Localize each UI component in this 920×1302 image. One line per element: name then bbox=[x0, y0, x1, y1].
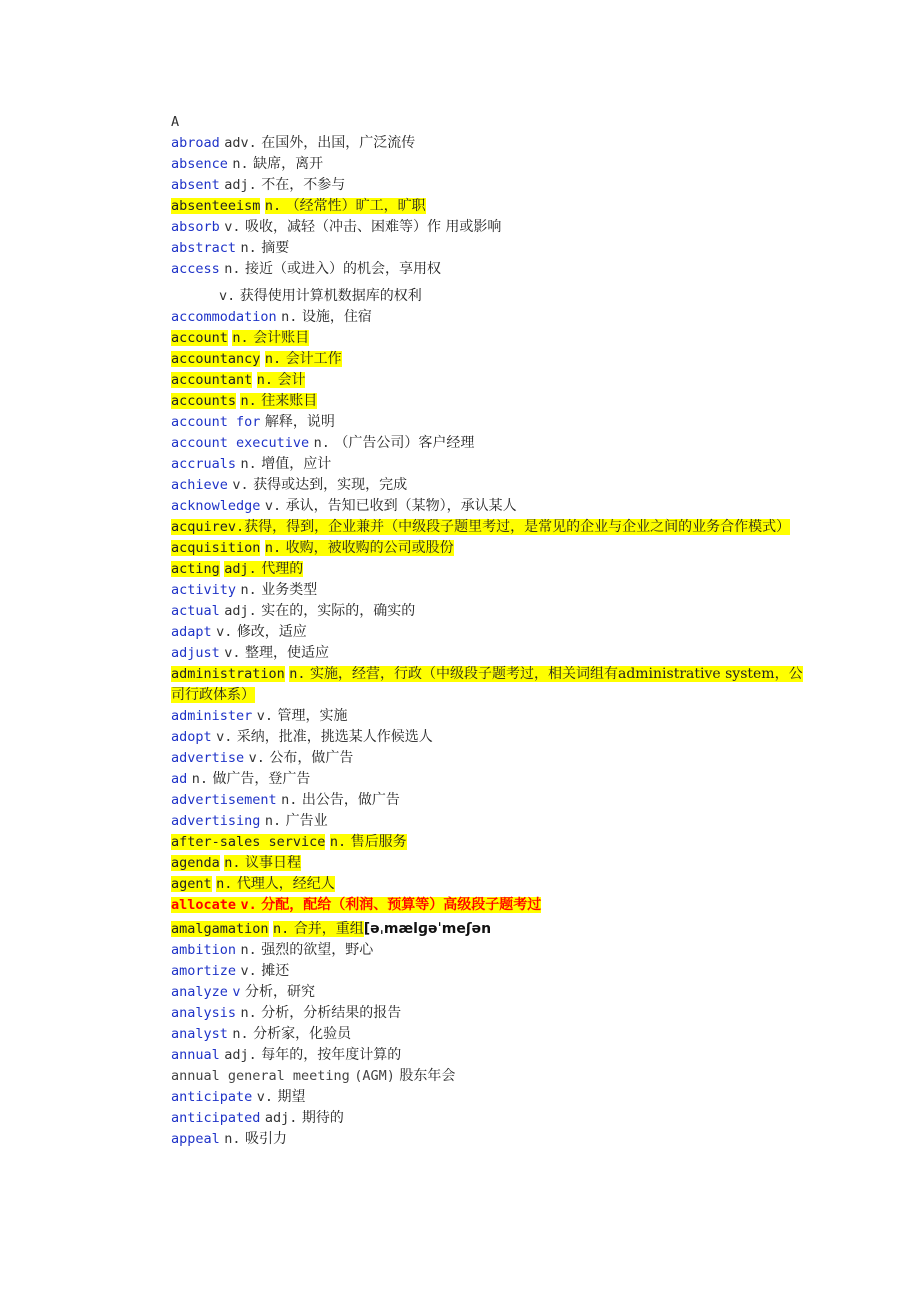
definition: 吸引力 bbox=[244, 1131, 287, 1147]
part-of-speech: n. bbox=[281, 792, 298, 808]
part-of-speech: n. bbox=[224, 855, 241, 871]
part-of-speech: v. bbox=[219, 288, 236, 304]
definition: 缺席，离开 bbox=[253, 156, 324, 172]
entry-ambition bbox=[171, 940, 811, 961]
term: accommodation bbox=[171, 309, 277, 325]
term: after-sales service bbox=[171, 834, 326, 850]
definition: 广告业 bbox=[285, 813, 328, 829]
entry-abroad bbox=[171, 133, 811, 154]
term: access bbox=[171, 261, 220, 277]
term: acquirev. bbox=[171, 519, 245, 535]
definition: 摊还 bbox=[261, 963, 290, 979]
part-of-speech: n. bbox=[232, 1026, 249, 1042]
entry-access-verb bbox=[171, 286, 811, 307]
entry-adapt bbox=[171, 622, 811, 643]
term: agent bbox=[171, 876, 212, 892]
definition: 在国外，出国，广泛流传 bbox=[261, 135, 416, 151]
part-of-speech: n. bbox=[264, 351, 282, 367]
part-of-speech: adj. bbox=[224, 561, 257, 577]
definition: 分析，研究 bbox=[244, 984, 315, 1000]
entry-account bbox=[171, 328, 811, 349]
entry-anticipated bbox=[171, 1108, 811, 1129]
entry-accountancy bbox=[171, 349, 811, 370]
part-of-speech: v. bbox=[232, 477, 249, 493]
definition: 代理的 bbox=[261, 561, 304, 577]
entry-absorb bbox=[171, 217, 811, 238]
term: acting bbox=[171, 561, 220, 577]
definition: 会计 bbox=[277, 372, 306, 388]
term: activity bbox=[171, 582, 237, 598]
definition: 议事日程 bbox=[244, 855, 301, 871]
part-of-speech: v. bbox=[256, 708, 273, 724]
part-of-speech: n. bbox=[240, 1005, 257, 1021]
definition: 不在，不参与 bbox=[261, 177, 346, 193]
entry-acquire bbox=[171, 517, 811, 538]
term: acquisition bbox=[171, 540, 261, 556]
definition: （经常性）旷工，旷职 bbox=[285, 198, 426, 214]
entry-accounts bbox=[171, 391, 811, 412]
definition: 会计账目 bbox=[253, 330, 310, 346]
entry-ad bbox=[171, 769, 811, 790]
entry-amalgamation bbox=[171, 919, 811, 940]
entry-absenteeism bbox=[171, 196, 811, 217]
entry-account-executive bbox=[171, 433, 811, 454]
part-of-speech: n. bbox=[289, 666, 306, 682]
part-of-speech: n. bbox=[216, 876, 233, 892]
term: account for bbox=[171, 414, 261, 430]
entry-amortize bbox=[171, 961, 811, 982]
term: accruals bbox=[171, 456, 237, 472]
definition: 强烈的欲望，野心 bbox=[261, 942, 374, 958]
glossary-list bbox=[171, 112, 811, 1150]
part-of-speech: n. bbox=[313, 435, 330, 451]
definition: 售后服务 bbox=[350, 834, 407, 850]
part-of-speech: v. bbox=[240, 897, 257, 913]
entry-annual bbox=[171, 1045, 811, 1066]
definition: 实施，经营，行政（中级段子题考过，相关词组有administrative system，公司行政体系） bbox=[171, 666, 803, 703]
entry-advertisement bbox=[171, 790, 811, 811]
entry-acquisition bbox=[171, 538, 811, 559]
entry-activity bbox=[171, 580, 811, 601]
entry-analyze bbox=[171, 982, 811, 1003]
part-of-speech: adj. bbox=[224, 1047, 257, 1063]
phonetic: [əˌmælɡəˈmeʃən bbox=[363, 921, 492, 937]
term: administration bbox=[171, 666, 285, 682]
term: analysis bbox=[171, 1005, 237, 1021]
definition: 分析，分析结果的报告 bbox=[261, 1005, 402, 1021]
term: amortize bbox=[171, 963, 237, 979]
definition: 会计工作 bbox=[285, 351, 342, 367]
part-of-speech: adv. bbox=[224, 135, 257, 151]
term: allocate bbox=[171, 897, 237, 913]
term: analyst bbox=[171, 1026, 228, 1042]
definition: 吸收，减轻（冲击、困难等）作 用或影响 bbox=[244, 219, 502, 235]
entry-acting bbox=[171, 559, 811, 580]
term: administer bbox=[171, 708, 253, 724]
entry-accountant bbox=[171, 370, 811, 391]
part-of-speech: v. bbox=[264, 498, 282, 514]
entry-adjust bbox=[171, 643, 811, 664]
entry-accommodation bbox=[171, 307, 811, 328]
term: absence bbox=[171, 156, 228, 172]
part-of-speech: n. bbox=[240, 582, 257, 598]
part-of-speech: n. bbox=[232, 156, 249, 172]
term: appeal bbox=[171, 1131, 220, 1147]
definition: 做广告，登广告 bbox=[212, 771, 311, 787]
definition: 增值，应计 bbox=[261, 456, 332, 472]
part-of-speech: n. bbox=[264, 813, 282, 829]
part-of-speech: v bbox=[232, 984, 241, 1000]
term: achieve bbox=[171, 477, 228, 493]
part-of-speech: v. bbox=[240, 963, 257, 979]
definition: 每年的，按年度计算的 bbox=[261, 1047, 402, 1063]
part-of-speech: v. bbox=[224, 219, 241, 235]
definition: 收购，被收购的公司或股份 bbox=[285, 540, 454, 556]
term: accounts bbox=[171, 393, 237, 409]
entry-achieve bbox=[171, 475, 811, 496]
definition: 期待的 bbox=[301, 1110, 344, 1126]
term: adapt bbox=[171, 624, 212, 640]
part-of-speech: n. bbox=[224, 261, 241, 277]
part-of-speech: n. bbox=[191, 771, 208, 787]
term: ad bbox=[171, 771, 188, 787]
term: absenteeism bbox=[171, 198, 261, 214]
entry-advertise bbox=[171, 748, 811, 769]
term: abroad bbox=[171, 135, 220, 151]
part-of-speech: adj. bbox=[264, 1110, 298, 1126]
part-of-speech: n. bbox=[264, 540, 282, 556]
part-of-speech: v. bbox=[216, 624, 233, 640]
definition: 分配，配给（利润、预算等）高级段子题考过 bbox=[261, 897, 542, 913]
entry-adopt bbox=[171, 727, 811, 748]
term: annual general meeting bbox=[171, 1068, 350, 1084]
definition: 摘要 bbox=[261, 240, 290, 256]
part-of-speech: (AGM) bbox=[354, 1068, 395, 1084]
term: anticipate bbox=[171, 1089, 253, 1105]
term: actual bbox=[171, 603, 220, 619]
definition: 设施，住宿 bbox=[301, 309, 372, 325]
definition: 合并，重组 bbox=[293, 921, 364, 937]
entry-annual-general-meeting bbox=[171, 1066, 811, 1087]
definition: 出公告，做广告 bbox=[301, 792, 400, 808]
entry-analyst bbox=[171, 1024, 811, 1045]
entry-allocate bbox=[171, 895, 811, 916]
part-of-speech: n. bbox=[273, 921, 290, 937]
entry-anticipate bbox=[171, 1087, 811, 1108]
part-of-speech: n. bbox=[224, 1131, 241, 1147]
entry-access bbox=[171, 259, 811, 280]
entry-administer bbox=[171, 706, 811, 727]
term: accountant bbox=[171, 372, 253, 388]
part-of-speech: n. bbox=[240, 393, 257, 409]
part-of-speech: n. bbox=[240, 240, 257, 256]
entry-advertising bbox=[171, 811, 811, 832]
term: advertise bbox=[171, 750, 245, 766]
definition: 业务类型 bbox=[261, 582, 318, 598]
term: annual bbox=[171, 1047, 220, 1063]
entry-absence bbox=[171, 154, 811, 175]
term: ambition bbox=[171, 942, 237, 958]
entry-administration bbox=[171, 664, 811, 706]
definition: 获得使用计算机数据库的权利 bbox=[239, 288, 422, 304]
term: account bbox=[171, 330, 228, 346]
term: agenda bbox=[171, 855, 220, 871]
definition: 管理，实施 bbox=[277, 708, 348, 724]
entry-actual bbox=[171, 601, 811, 622]
term: absent bbox=[171, 177, 220, 193]
definition: 获得或达到，实现，完成 bbox=[253, 477, 408, 493]
part-of-speech: n. bbox=[256, 372, 273, 388]
entry-agent bbox=[171, 874, 811, 895]
definition: 实在的，实际的，确实的 bbox=[261, 603, 416, 619]
section-heading: A bbox=[171, 114, 180, 130]
part-of-speech: n. bbox=[281, 309, 298, 325]
entry-analysis bbox=[171, 1003, 811, 1024]
term: advertisement bbox=[171, 792, 277, 808]
entry-abstract bbox=[171, 238, 811, 259]
entry-accruals bbox=[171, 454, 811, 475]
definition: 承认，告知已收到（某物），承认某人 bbox=[285, 498, 517, 514]
definition: 期望 bbox=[277, 1089, 306, 1105]
part-of-speech: n. bbox=[329, 834, 347, 850]
term: advertising bbox=[171, 813, 261, 829]
definition: 股东年会 bbox=[399, 1068, 456, 1084]
part-of-speech: v. bbox=[224, 645, 241, 661]
part-of-speech: adj. bbox=[224, 603, 257, 619]
definition: 获得，得到，企业兼并（中级段子题里考过，是常见的企业与企业之间的业务合作模式） bbox=[244, 519, 791, 535]
term: abstract bbox=[171, 240, 237, 256]
entry-account-for bbox=[171, 412, 811, 433]
definition: 整理，使适应 bbox=[244, 645, 329, 661]
entry-after-sales-service bbox=[171, 832, 811, 853]
term: acknowledge bbox=[171, 498, 261, 514]
term: account executive bbox=[171, 435, 310, 451]
term: anticipated bbox=[171, 1110, 261, 1126]
term: adjust bbox=[171, 645, 220, 661]
definition: 公布，做广告 bbox=[269, 750, 354, 766]
part-of-speech: n. bbox=[240, 456, 257, 472]
entry-absent bbox=[171, 175, 811, 196]
part-of-speech: v. bbox=[216, 729, 233, 745]
definition: 修改，适应 bbox=[236, 624, 307, 640]
term: absorb bbox=[171, 219, 220, 235]
definition: 代理人，经纪人 bbox=[236, 876, 335, 892]
definition: 分析家，化验员 bbox=[253, 1026, 352, 1042]
part-of-speech: n. bbox=[240, 942, 257, 958]
part-of-speech: adj. bbox=[224, 177, 257, 193]
definition: 解释，说明 bbox=[264, 414, 335, 430]
part-of-speech: n. bbox=[232, 330, 249, 346]
term: amalgamation bbox=[171, 921, 269, 937]
definition: 往来账目 bbox=[261, 393, 318, 409]
part-of-speech: n. bbox=[264, 198, 282, 214]
part-of-speech: v. bbox=[256, 1089, 273, 1105]
term: analyze bbox=[171, 984, 228, 1000]
definition: （广告公司）客户经理 bbox=[334, 435, 475, 451]
definition: 接近（或进入）的机会，享用权 bbox=[244, 261, 441, 277]
term: adopt bbox=[171, 729, 212, 745]
part-of-speech: v. bbox=[248, 750, 265, 766]
entry-acknowledge bbox=[171, 496, 811, 517]
entry-agenda bbox=[171, 853, 811, 874]
entry-appeal bbox=[171, 1129, 811, 1150]
term: accountancy bbox=[171, 351, 261, 367]
definition: 采纳，批准，挑选某人作候选人 bbox=[236, 729, 433, 745]
